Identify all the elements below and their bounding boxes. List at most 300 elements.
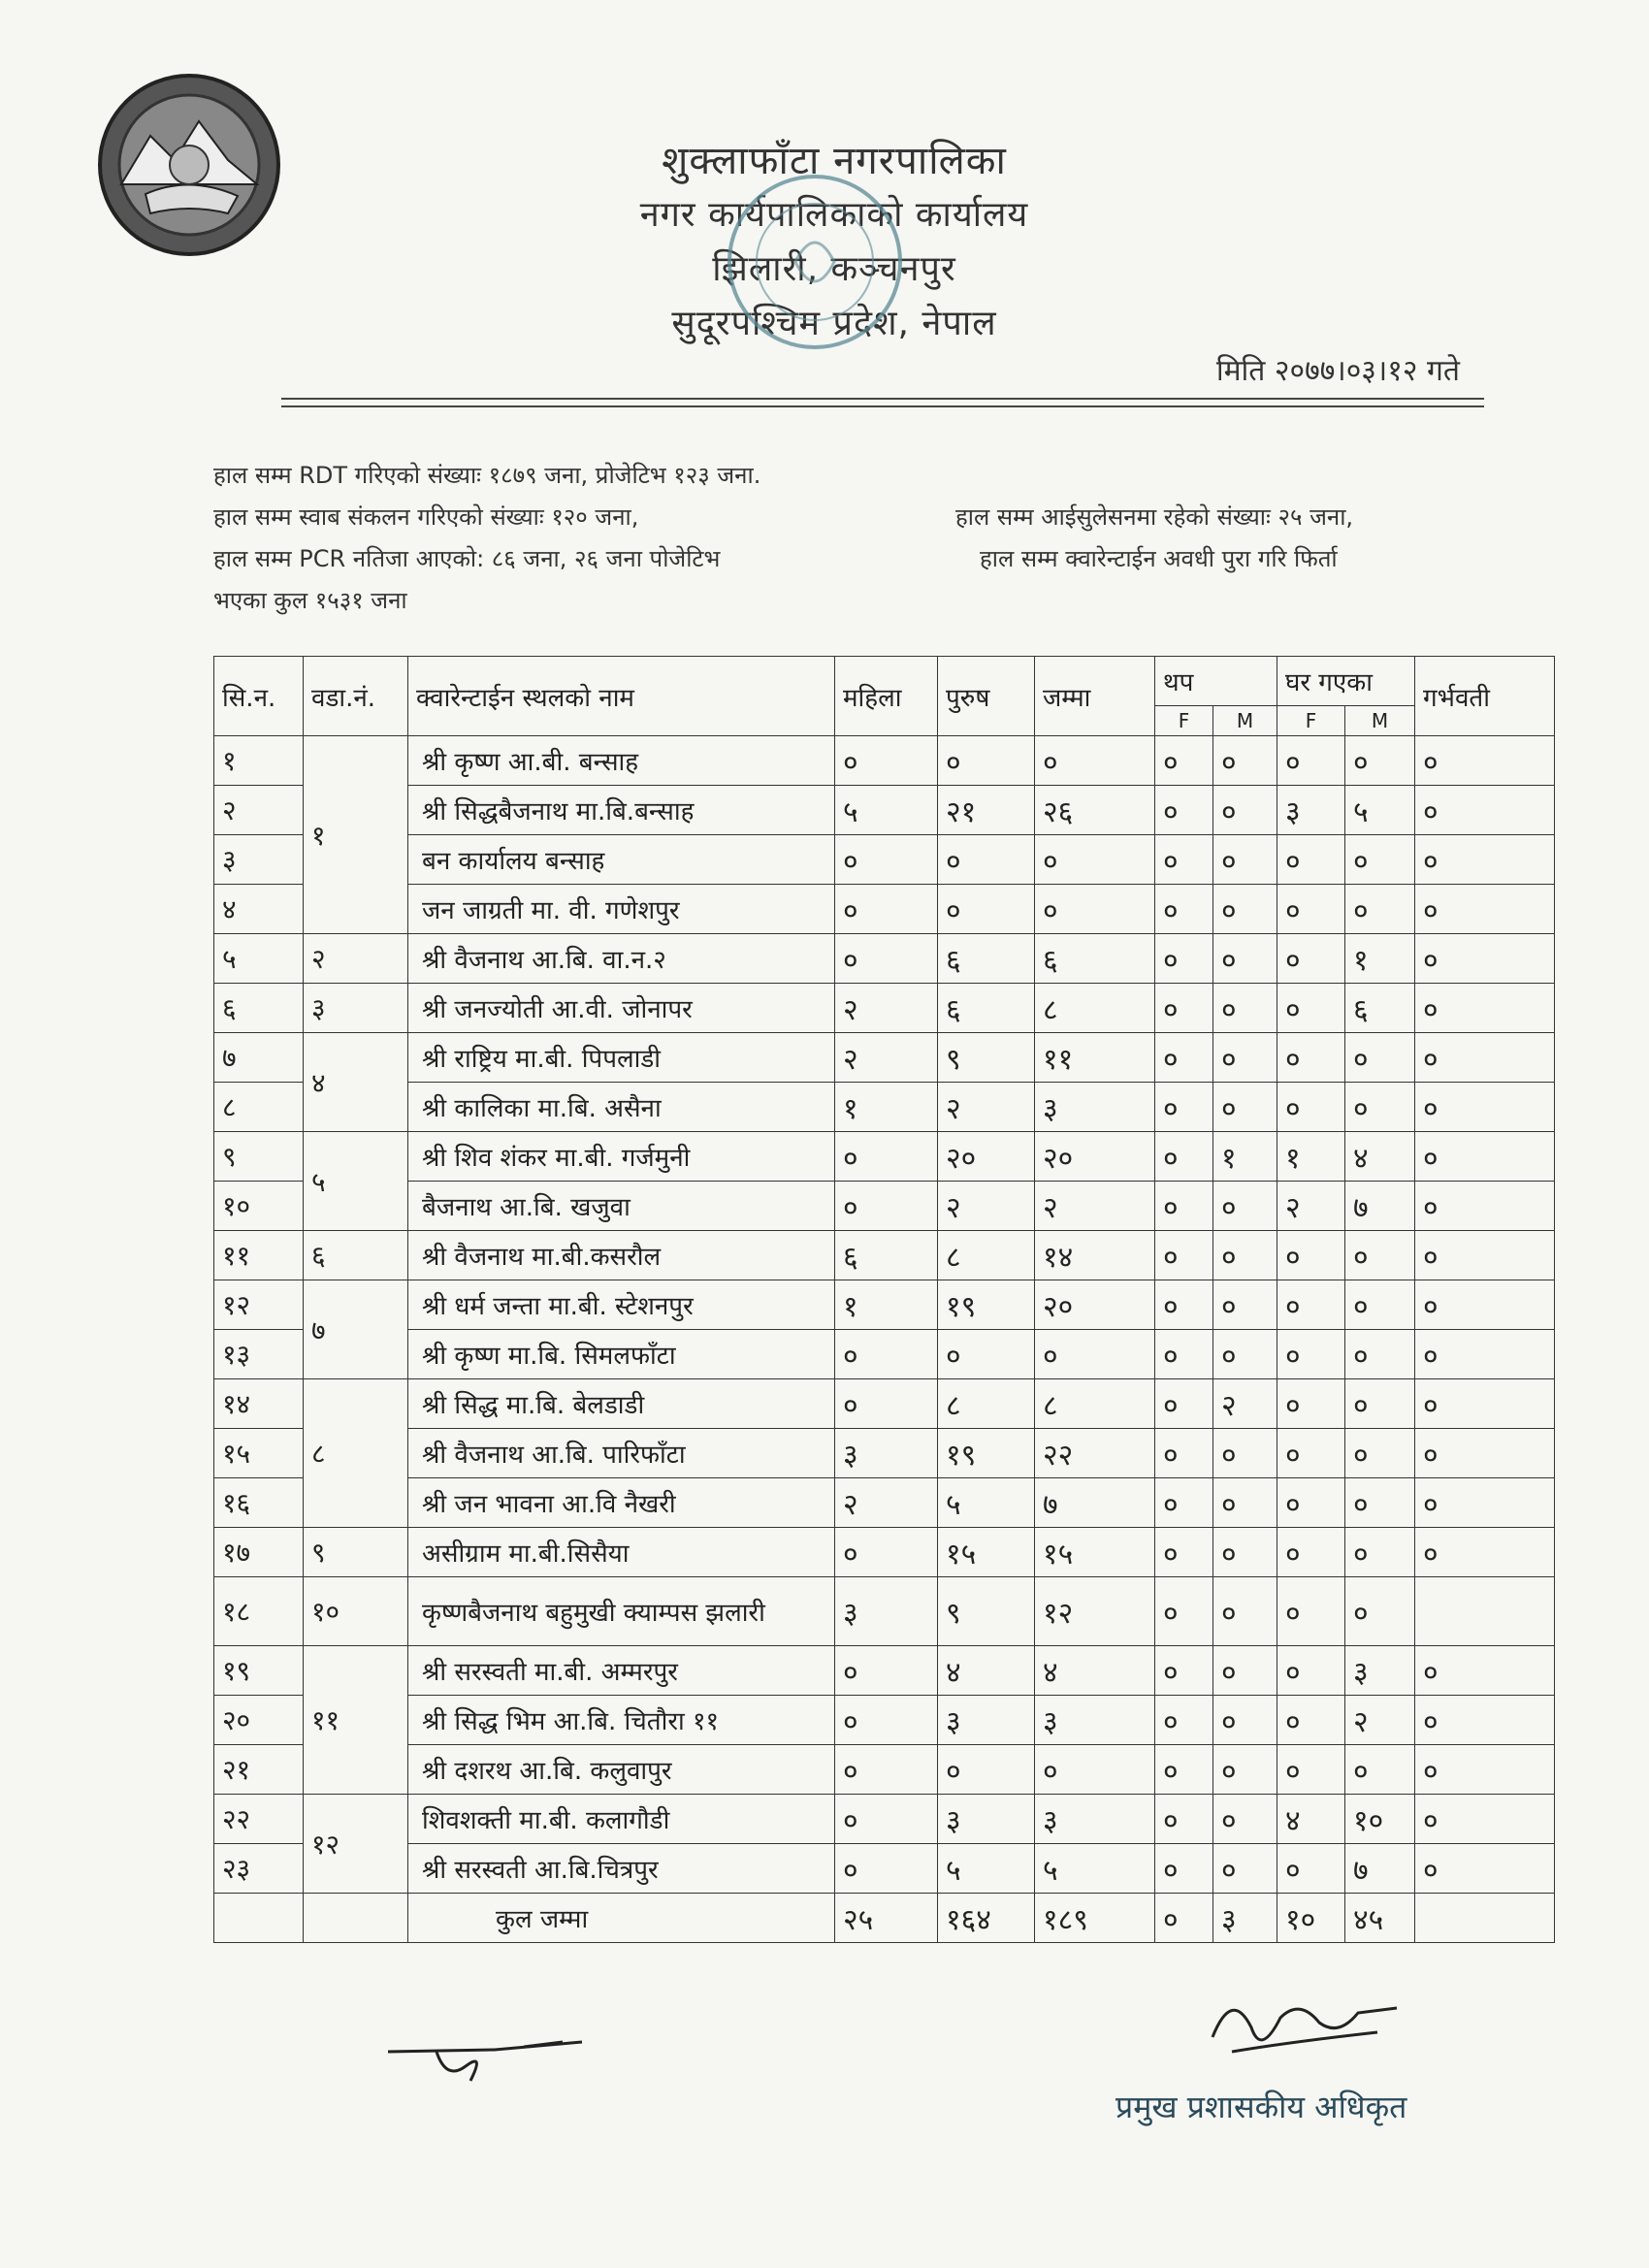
cell-male: ९	[938, 1577, 1035, 1646]
cell-male: ४	[938, 1646, 1035, 1696]
cell-home-m: ०	[1345, 885, 1415, 934]
col-header-added-m: M	[1213, 706, 1277, 736]
cell-add-m: ०	[1213, 1330, 1277, 1379]
cell-site-name: बन कार्यालय बन्साह	[408, 835, 835, 885]
col-header-male: पुरुष	[938, 657, 1035, 736]
cell-total: ३	[1035, 1795, 1155, 1844]
cell-ward: १	[304, 736, 408, 934]
cell-total: ०	[1035, 1745, 1155, 1795]
cell-add-f: ०	[1155, 1696, 1213, 1745]
header-divider-2	[281, 405, 1484, 407]
officer-designation: प्रमुख प्रशासकीय अधिकृत	[1116, 2089, 1407, 2125]
cell-total: ०	[1035, 835, 1155, 885]
cell-home-m: ०	[1345, 736, 1415, 786]
cell-male: २	[938, 1083, 1035, 1132]
cell-total: १४	[1035, 1231, 1155, 1280]
quarantine-table	[213, 656, 1555, 1943]
cell-female: ०	[835, 1795, 938, 1844]
cell-home-m: १०	[1345, 1795, 1415, 1844]
cell-pregnant	[1415, 1577, 1555, 1646]
table-row	[214, 1231, 1555, 1280]
table-row	[214, 1795, 1555, 1844]
cell-site-name: श्री वैजनाथ आ.बि. पारिफाँटा	[408, 1429, 835, 1478]
cell-add-f: ०	[1155, 1231, 1213, 1280]
cell-female: ०	[835, 1696, 938, 1745]
table-header-row	[214, 657, 1555, 706]
cell-home-f: ०	[1277, 1033, 1345, 1083]
table-row	[214, 1083, 1555, 1132]
cell-sn: २३	[214, 1844, 304, 1894]
cell-home-m: ३	[1345, 1646, 1415, 1696]
cell-female: ३	[835, 1429, 938, 1478]
cell-ward: ८	[304, 1379, 408, 1528]
table-row	[214, 885, 1555, 934]
cell-home-f: ४	[1277, 1795, 1345, 1844]
cell-home-m: ०	[1345, 1528, 1415, 1577]
total-pregnant	[1415, 1894, 1555, 1943]
cell-ward: ५	[304, 1132, 408, 1231]
cell-home-f: ०	[1277, 1478, 1345, 1528]
cell-sn: १३	[214, 1330, 304, 1379]
cell-add-f: ०	[1155, 1132, 1213, 1182]
cell-ward: ९	[304, 1528, 408, 1577]
cell-add-f: ०	[1155, 1182, 1213, 1231]
cell-total: ३	[1035, 1696, 1155, 1745]
cell-home-f: ०	[1277, 1844, 1345, 1894]
cell-pregnant: ०	[1415, 835, 1555, 885]
cell-add-m: ०	[1213, 984, 1277, 1033]
cell-add-m: ०	[1213, 835, 1277, 885]
cell-ward: ६	[304, 1231, 408, 1280]
cell-sn: २१	[214, 1745, 304, 1795]
cell-site-name: श्री सिद्धबैजनाथ मा.बि.बन्साह	[408, 786, 835, 835]
cell-home-f: ०	[1277, 1231, 1345, 1280]
cell-home-m: ०	[1345, 1429, 1415, 1478]
cell-home-f: २	[1277, 1182, 1345, 1231]
cell-empty	[304, 1894, 408, 1943]
table-row	[214, 934, 1555, 984]
cell-pregnant: ०	[1415, 1132, 1555, 1182]
cell-ward: १०	[304, 1577, 408, 1646]
cell-add-m: ०	[1213, 1577, 1277, 1646]
cell-pregnant: ०	[1415, 1646, 1555, 1696]
municipality-name: शुक्लाफाँटा नगरपालिका	[662, 139, 1007, 183]
cell-sn: ६	[214, 984, 304, 1033]
cell-home-f: ०	[1277, 1577, 1345, 1646]
cell-ward: ११	[304, 1646, 408, 1795]
totals-label: कुल जम्मा	[408, 1894, 835, 1943]
cell-total: ०	[1035, 885, 1155, 934]
cell-total: २	[1035, 1182, 1155, 1231]
cell-home-f: ०	[1277, 1696, 1345, 1745]
cell-female: २	[835, 1478, 938, 1528]
cell-female: ६	[835, 1231, 938, 1280]
col-header-went-home: घर गएका	[1277, 657, 1415, 706]
cell-pregnant: ०	[1415, 1033, 1555, 1083]
col-header-female: महिला	[835, 657, 938, 736]
cell-male: २	[938, 1182, 1035, 1231]
table-row	[214, 1844, 1555, 1894]
cell-add-m: ०	[1213, 1033, 1277, 1083]
cell-add-m: ०	[1213, 934, 1277, 984]
cell-sn: १७	[214, 1528, 304, 1577]
cell-home-m: ०	[1345, 1033, 1415, 1083]
cell-female: ०	[835, 1528, 938, 1577]
col-header-home-m: M	[1345, 706, 1415, 736]
cell-total: ११	[1035, 1033, 1155, 1083]
cell-female: ०	[835, 835, 938, 885]
cell-add-f: ०	[1155, 1577, 1213, 1646]
cell-male: ८	[938, 1379, 1035, 1429]
cell-home-m: ७	[1345, 1182, 1415, 1231]
nepal-emblem-icon	[92, 68, 286, 262]
cell-pregnant: ०	[1415, 1231, 1555, 1280]
cell-female: ०	[835, 736, 938, 786]
col-header-ward: वडा.नं.	[304, 657, 408, 736]
cell-home-f: ०	[1277, 1646, 1345, 1696]
cell-sn: २०	[214, 1696, 304, 1745]
cell-add-f: ०	[1155, 1745, 1213, 1795]
cell-female: ०	[835, 934, 938, 984]
cell-sn: १६	[214, 1478, 304, 1528]
cell-home-f: ०	[1277, 1330, 1345, 1379]
table-row	[214, 1132, 1555, 1182]
cell-sn: १९	[214, 1646, 304, 1696]
cell-home-f: ०	[1277, 736, 1345, 786]
summary-total-returned: भएका कुल १५३१ जना	[213, 587, 407, 614]
col-header-home-f: F	[1277, 706, 1345, 736]
cell-female: ०	[835, 1132, 938, 1182]
office-location: झिलारी, कञ्चनपुर	[712, 249, 956, 289]
cell-add-f: ०	[1155, 1795, 1213, 1844]
table-row	[214, 786, 1555, 835]
table-row	[214, 1033, 1555, 1083]
cell-site-name: श्री सरस्वती मा.बी. अम्मरपुर	[408, 1646, 835, 1696]
cell-ward: ७	[304, 1280, 408, 1379]
signature-right	[1193, 1979, 1416, 2076]
cell-sn: ५	[214, 934, 304, 984]
cell-home-m: ६	[1345, 984, 1415, 1033]
cell-pregnant: ०	[1415, 1844, 1555, 1894]
cell-male: ०	[938, 1745, 1035, 1795]
cell-add-f: ०	[1155, 885, 1213, 934]
cell-female: २	[835, 984, 938, 1033]
summary-quarantine-done: हाल सम्म क्वारेन्टाईन अवधी पुरा गरि फिर्ता	[980, 545, 1338, 572]
cell-male: ३	[938, 1696, 1035, 1745]
cell-add-f: ०	[1155, 1478, 1213, 1528]
cell-female: ०	[835, 1182, 938, 1231]
cell-home-f: ०	[1277, 1528, 1345, 1577]
cell-female: ०	[835, 1844, 938, 1894]
cell-sn: १५	[214, 1429, 304, 1478]
cell-ward: १२	[304, 1795, 408, 1894]
cell-home-f: ०	[1277, 1280, 1345, 1330]
cell-total: ८	[1035, 1379, 1155, 1429]
cell-sn: १	[214, 736, 304, 786]
col-header-pregnant: गर्भवती	[1415, 657, 1555, 736]
cell-male: ९	[938, 1033, 1035, 1083]
cell-site-name: श्री सरस्वती आ.बि.चित्रपुर	[408, 1844, 835, 1894]
cell-add-m: ०	[1213, 1844, 1277, 1894]
cell-female: ०	[835, 1379, 938, 1429]
cell-site-name: बैजनाथ आ.बि. खजुवा	[408, 1182, 835, 1231]
cell-sn: ३	[214, 835, 304, 885]
cell-male: ८	[938, 1231, 1035, 1280]
cell-pregnant: ०	[1415, 1429, 1555, 1478]
cell-pregnant: ०	[1415, 934, 1555, 984]
cell-home-m: ०	[1345, 1280, 1415, 1330]
cell-total: ५	[1035, 1844, 1155, 1894]
cell-site-name: श्री सिद्ध भिम आ.बि. चितौरा ११	[408, 1696, 835, 1745]
cell-site-name: श्री सिद्ध मा.बि. बेलडाडी	[408, 1379, 835, 1429]
cell-total: १५	[1035, 1528, 1155, 1577]
cell-site-name: श्री वैजनाथ मा.बी.कसरौल	[408, 1231, 835, 1280]
cell-male: ०	[938, 1330, 1035, 1379]
total-add-f: ०	[1155, 1894, 1213, 1943]
cell-home-m: १	[1345, 934, 1415, 984]
cell-site-name: श्री कृष्ण मा.बि. सिमलफाँटा	[408, 1330, 835, 1379]
cell-sn: १८	[214, 1577, 304, 1646]
office-stamp-icon	[718, 165, 912, 359]
cell-total: ४	[1035, 1646, 1155, 1696]
cell-female: १	[835, 1083, 938, 1132]
cell-add-m: ०	[1213, 786, 1277, 835]
cell-total: ३	[1035, 1083, 1155, 1132]
cell-total: २६	[1035, 786, 1155, 835]
table-row	[214, 1478, 1555, 1528]
cell-add-m: ०	[1213, 1646, 1277, 1696]
cell-add-m: ०	[1213, 1083, 1277, 1132]
cell-male: १९	[938, 1429, 1035, 1478]
cell-total: २२	[1035, 1429, 1155, 1478]
cell-add-f: ०	[1155, 934, 1213, 984]
cell-male: १९	[938, 1280, 1035, 1330]
cell-add-m: ०	[1213, 1745, 1277, 1795]
cell-add-f: ०	[1155, 984, 1213, 1033]
cell-home-m: ०	[1345, 1745, 1415, 1795]
cell-home-m: ०	[1345, 1231, 1415, 1280]
cell-site-name: श्री जन भावना आ.वि नैखरी	[408, 1478, 835, 1528]
total-add-m: ३	[1213, 1894, 1277, 1943]
cell-home-m: २	[1345, 1696, 1415, 1745]
cell-sn: ९	[214, 1132, 304, 1182]
cell-add-m: ०	[1213, 1478, 1277, 1528]
cell-pregnant: ०	[1415, 1478, 1555, 1528]
cell-add-m: ०	[1213, 1280, 1277, 1330]
table-row	[214, 1280, 1555, 1330]
cell-male: ५	[938, 1844, 1035, 1894]
cell-add-f: ०	[1155, 1844, 1213, 1894]
cell-site-name: श्री कालिका मा.बि. असैना	[408, 1083, 835, 1132]
cell-total: ८	[1035, 984, 1155, 1033]
cell-home-f: १	[1277, 1132, 1345, 1182]
cell-male: ०	[938, 885, 1035, 934]
cell-add-f: ०	[1155, 1083, 1213, 1132]
cell-total: १२	[1035, 1577, 1155, 1646]
cell-pregnant: ०	[1415, 984, 1555, 1033]
cell-sn: ११	[214, 1231, 304, 1280]
cell-add-f: ०	[1155, 1429, 1213, 1478]
cell-total: ७	[1035, 1478, 1155, 1528]
cell-male: ०	[938, 835, 1035, 885]
cell-site-name: श्री जनज्योती आ.वी. जोनापर	[408, 984, 835, 1033]
cell-total: ०	[1035, 1330, 1155, 1379]
cell-site-name: कृष्णबैजनाथ बहुमुखी क्याम्पस झलारी	[408, 1577, 835, 1646]
office-province: सुदूरपश्चिम प्रदेश, नेपाल	[671, 304, 997, 343]
total-female: २५	[835, 1894, 938, 1943]
cell-home-m: ०	[1345, 835, 1415, 885]
cell-male: २०	[938, 1132, 1035, 1182]
table-row	[214, 1379, 1555, 1429]
table-totals-row	[214, 1894, 1555, 1943]
table-row	[214, 1696, 1555, 1745]
cell-male: ६	[938, 984, 1035, 1033]
cell-home-m: ४	[1345, 1132, 1415, 1182]
signature-left	[378, 2013, 601, 2100]
total-home-f: १०	[1277, 1894, 1345, 1943]
cell-female: २	[835, 1033, 938, 1083]
cell-add-f: ०	[1155, 1330, 1213, 1379]
total-male: १६४	[938, 1894, 1035, 1943]
cell-add-m: ०	[1213, 736, 1277, 786]
cell-home-f: ०	[1277, 934, 1345, 984]
col-header-site: क्वारेन्टाईन स्थलको नाम	[408, 657, 835, 736]
cell-male: ३	[938, 1795, 1035, 1844]
cell-home-m: ०	[1345, 1577, 1415, 1646]
cell-pregnant: ०	[1415, 885, 1555, 934]
cell-add-m: ०	[1213, 1528, 1277, 1577]
cell-home-f: ०	[1277, 1379, 1345, 1429]
col-header-total: जम्मा	[1035, 657, 1155, 736]
col-header-added: थप	[1155, 657, 1277, 706]
table-row	[214, 1429, 1555, 1478]
cell-home-f: ०	[1277, 1083, 1345, 1132]
cell-add-m: ०	[1213, 1696, 1277, 1745]
cell-sn: १०	[214, 1182, 304, 1231]
cell-female: ०	[835, 1745, 938, 1795]
cell-male: ०	[938, 736, 1035, 786]
cell-female: ०	[835, 885, 938, 934]
cell-pregnant: ०	[1415, 786, 1555, 835]
cell-male: १५	[938, 1528, 1035, 1577]
cell-add-m: १	[1213, 1132, 1277, 1182]
cell-add-f: ०	[1155, 1528, 1213, 1577]
cell-home-f: ०	[1277, 984, 1345, 1033]
table-row	[214, 1577, 1555, 1646]
cell-add-f: ०	[1155, 835, 1213, 885]
cell-add-f: ०	[1155, 1646, 1213, 1696]
cell-sn: ४	[214, 885, 304, 934]
cell-add-m: ०	[1213, 1231, 1277, 1280]
cell-home-m: ०	[1345, 1478, 1415, 1528]
table-row	[214, 835, 1555, 885]
cell-add-m: ०	[1213, 1429, 1277, 1478]
cell-pregnant: ०	[1415, 1379, 1555, 1429]
cell-home-m: ०	[1345, 1379, 1415, 1429]
cell-pregnant: ०	[1415, 1280, 1555, 1330]
cell-site-name: श्री राष्ट्रिय मा.बी. पिपलाडी	[408, 1033, 835, 1083]
cell-home-f: ०	[1277, 1429, 1345, 1478]
cell-female: ५	[835, 786, 938, 835]
cell-pregnant: ०	[1415, 1745, 1555, 1795]
cell-add-f: ०	[1155, 1379, 1213, 1429]
cell-add-m: ०	[1213, 1795, 1277, 1844]
cell-add-f: ०	[1155, 1033, 1213, 1083]
cell-pregnant: ०	[1415, 1083, 1555, 1132]
cell-add-f: ०	[1155, 1280, 1213, 1330]
cell-ward: २	[304, 934, 408, 984]
cell-female: ०	[835, 1646, 938, 1696]
cell-site-name: श्री दशरथ आ.बि. कलुवापुर	[408, 1745, 835, 1795]
cell-add-f: ०	[1155, 786, 1213, 835]
cell-home-m: ७	[1345, 1844, 1415, 1894]
header-divider	[281, 398, 1484, 400]
cell-site-name: श्री वैजनाथ आ.बि. वा.न.२	[408, 934, 835, 984]
cell-total: २०	[1035, 1280, 1155, 1330]
cell-female: ३	[835, 1577, 938, 1646]
cell-home-f: ०	[1277, 1745, 1345, 1795]
cell-sn: १४	[214, 1379, 304, 1429]
cell-add-m: ०	[1213, 885, 1277, 934]
cell-sn: १२	[214, 1280, 304, 1330]
cell-female: ०	[835, 1330, 938, 1379]
summary-pcr: हाल सम्म PCR नतिजा आएको: ८६ जना, २६ जना पोजेटिभ	[213, 545, 721, 572]
cell-male: ६	[938, 934, 1035, 984]
cell-home-f: ०	[1277, 885, 1345, 934]
cell-add-f: ०	[1155, 736, 1213, 786]
table-row	[214, 1528, 1555, 1577]
table-row	[214, 1330, 1555, 1379]
cell-female: १	[835, 1280, 938, 1330]
cell-site-name: श्री शिव शंकर मा.बी. गर्जमुनी	[408, 1132, 835, 1182]
cell-sn: २	[214, 786, 304, 835]
cell-male: २१	[938, 786, 1035, 835]
cell-site-name: असीग्राम मा.बी.सिसैया	[408, 1528, 835, 1577]
cell-pregnant: ०	[1415, 1795, 1555, 1844]
total-home-m: ४५	[1345, 1894, 1415, 1943]
cell-site-name: जन जाग्रती मा. वी. गणेशपुर	[408, 885, 835, 934]
cell-pregnant: ०	[1415, 1182, 1555, 1231]
cell-site-name: श्री धर्म जन्ता मा.बी. स्टेशनपुर	[408, 1280, 835, 1330]
cell-total: २०	[1035, 1132, 1155, 1182]
cell-pregnant: ०	[1415, 1696, 1555, 1745]
cell-home-m: ५	[1345, 786, 1415, 835]
col-header-added-f: F	[1155, 706, 1213, 736]
table-row	[214, 1182, 1555, 1231]
table-row	[214, 736, 1555, 786]
cell-pregnant: ०	[1415, 736, 1555, 786]
cell-home-f: ०	[1277, 835, 1345, 885]
summary-rdt: हाल सम्म RDT गरिएको संख्याः १८७९ जना, प्रोजेटिभ १२३ जना.	[213, 462, 761, 489]
cell-ward: ३	[304, 984, 408, 1033]
summary-swab: हाल सम्म स्वाब संकलन गरिएको संख्याः १२० जना,	[213, 503, 639, 531]
cell-male: ५	[938, 1478, 1035, 1528]
table-row	[214, 1745, 1555, 1795]
cell-pregnant: ०	[1415, 1330, 1555, 1379]
table-body	[214, 736, 1555, 1943]
table-row	[214, 1646, 1555, 1696]
table-row	[214, 984, 1555, 1033]
cell-add-m: २	[1213, 1379, 1277, 1429]
cell-total: ६	[1035, 934, 1155, 984]
cell-empty	[214, 1894, 304, 1943]
letter-date: मिति २०७७।०३।१२ गते	[1215, 354, 1460, 388]
cell-add-m: ०	[1213, 1182, 1277, 1231]
cell-ward: ४	[304, 1033, 408, 1132]
cell-sn: २२	[214, 1795, 304, 1844]
total-total: १८९	[1035, 1894, 1155, 1943]
cell-sn: ८	[214, 1083, 304, 1132]
